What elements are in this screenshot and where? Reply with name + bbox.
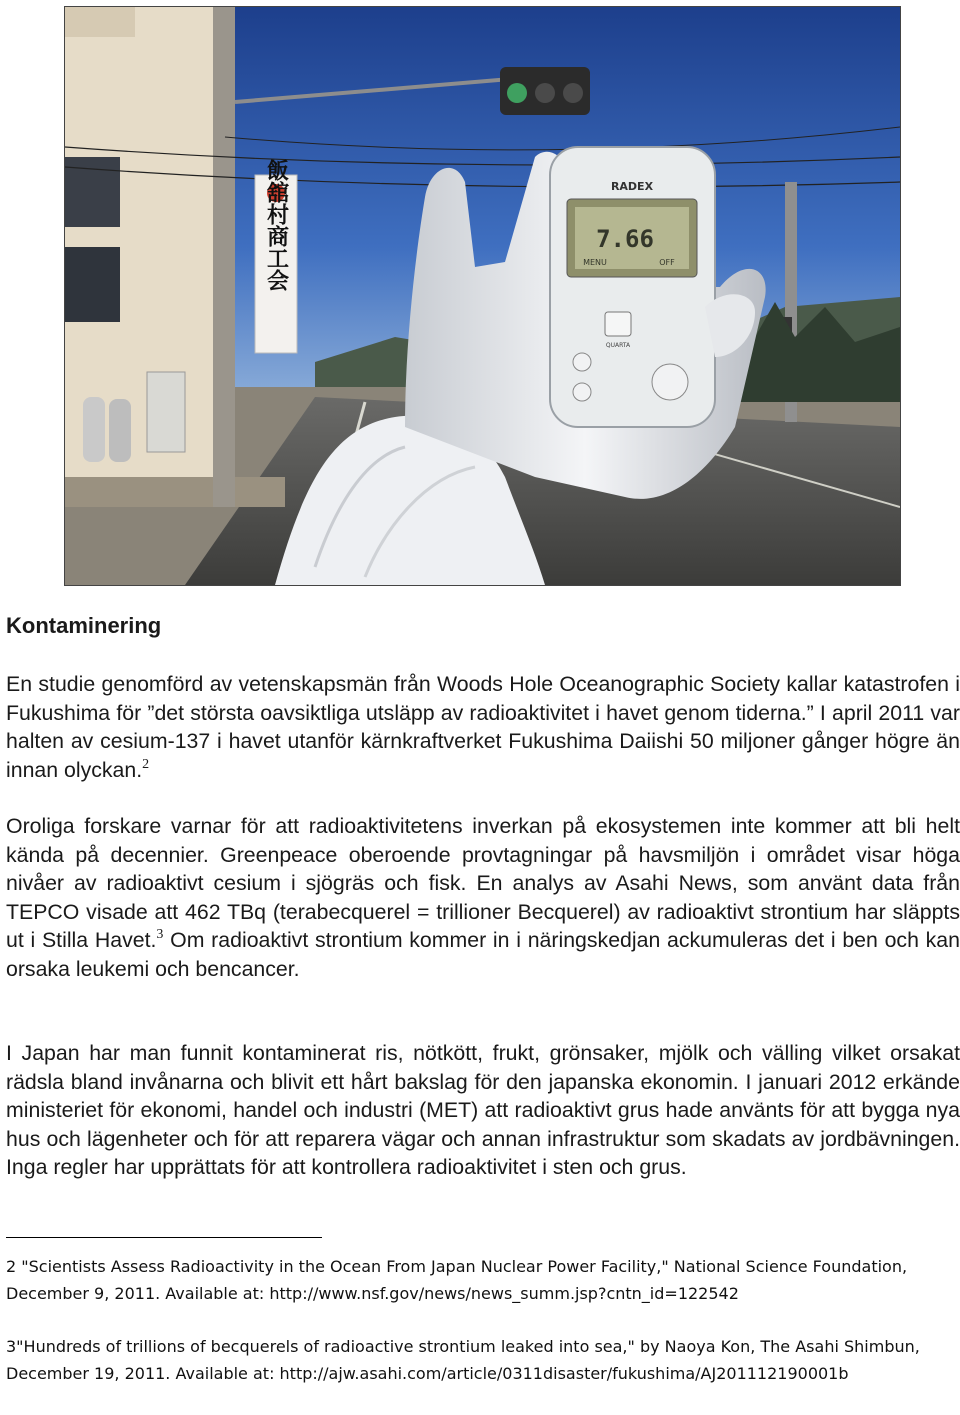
section-heading: Kontaminering xyxy=(6,613,162,638)
paragraph-2-text-a: Oroliga forskare varnar för att radioaktivitetens inverkan på ekosystemen inte kommer att bli helt kända på decennier. Greenpeace oberoende provtagningar på havsmiljön i området visar höga nivåer av radioaktivt cesium i sjögräs och fisk. En analys av Asahi News, som använt data från TEPCO visade att 462 TBq (terabecquerel = trillioner Becquerel) av radioaktivt strontium har släppts ut i Stilla Havet. xyxy=(6,814,960,953)
footnote-3: 3"Hundreds of trillions of becquerels of radioactive strontium leaked into sea," by Naoya Kon, The Asahi Shimbun, December 19, 2011. Available at: http://ajw.asahi.com/article/0311disaster/fukushima/AJ201112190001b xyxy=(6,1337,920,1383)
device-maker: QUARTA xyxy=(605,342,631,349)
paragraph-1-text: En studie genomförd av vetenskapsmän från Woods Hole Oceanographic Society kallar katastrofen i Fukushima för ”det största oavsiktliga utsläpp av radioaktivitet i havet genom tiderna.” I april 2011 var halten av cesium-137 i havet utanför kärnkraftverket Fukushima Daiishi 50 miljoner gånger högre än innan olyckan. xyxy=(6,672,960,782)
footnote-2: 2 "Scientists Assess Radioactivity in the Ocean From Japan Nuclear Power Facility," National Science Foundation, December 9, 2011. Available at: http://www.nsf.gov/news/news_summ.jsp?cntn_id=122542 xyxy=(6,1257,908,1303)
device-menu-label: MENU xyxy=(583,258,607,267)
article-paragraph-2 xyxy=(6,812,960,984)
article-paragraph-1 xyxy=(6,670,960,784)
footnote-ref-3[interactable]: 3 xyxy=(156,927,164,943)
article-paragraph-3: I Japan har man funnit kontaminerat ris, nötkött, frukt, grönsaker, mjölk och välling vilket orsakat rädsla bland invånarna och blivit ett hårt bakslag för den japanska ekonomin. I januari 2012 erkände ministeriet för ekonomi, handel och industri (MET) att radioaktivt grus hade använts för att bygga nya hus och lägenheter och för att reparera vägar och annan infrastruktur som skadats av jordbävningen. Inga regler har upprättats för att kontrollera radioaktivitet i sten och grus. xyxy=(6,1041,960,1180)
footnote-ref-2[interactable]: 2 xyxy=(142,756,150,772)
footnote-divider xyxy=(6,1237,322,1238)
sign-text: 飯舘村商工会 xyxy=(263,159,289,291)
article-photo xyxy=(64,6,901,586)
paragraph-2-text-b: Om radioaktivt strontium kommer in i näringskedjan ackumuleras det i ben och kan orsaka leukemi och bencancer. xyxy=(6,928,960,981)
device-reading: 7.66 xyxy=(596,225,654,253)
device-off-label: OFF xyxy=(659,258,675,267)
device-brand: RADEX xyxy=(610,180,654,193)
